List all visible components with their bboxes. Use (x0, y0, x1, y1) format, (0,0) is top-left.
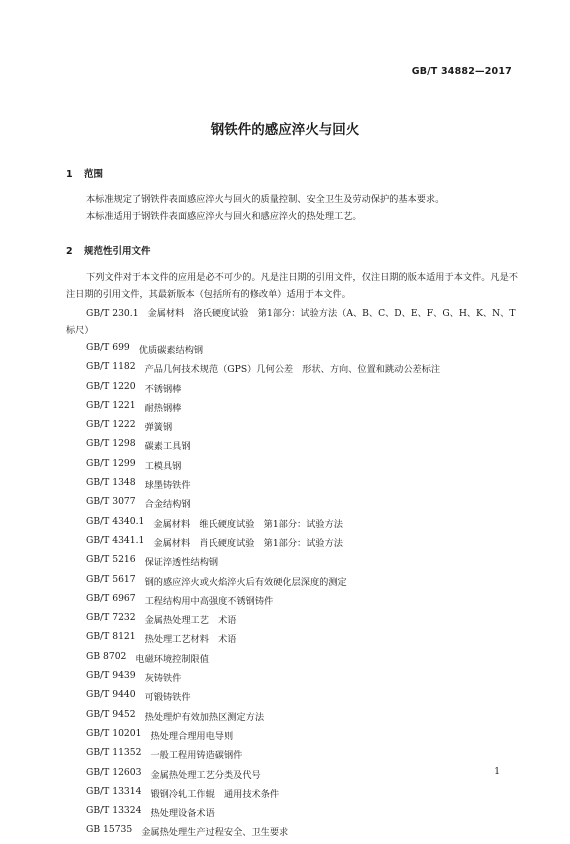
reference-title: 弹簧钢 (144, 422, 173, 434)
reference-code: GB 8702 (86, 650, 127, 662)
reference-code: GB/T 5216 (86, 554, 136, 566)
reference-code: GB/T 13314 (86, 785, 142, 797)
reference-code: GB/T 1221 (86, 399, 136, 411)
document-title: 钢铁件的感应淬火与回火 (210, 122, 360, 138)
reference-item (66, 747, 518, 766)
reference-title: 优质碳素结构钢 (138, 345, 204, 356)
reference-code: GB/T 8121 (86, 631, 136, 643)
reference-item (66, 438, 518, 457)
reference-title: 金属热处理工艺 术语 (144, 615, 237, 627)
reference-item (66, 381, 518, 400)
reference-item (66, 593, 518, 612)
scope-paragraph-1: 本标准规定了钢铁件表面感应淬火与回火的质量控制、安全卫生及劳动保护的基本要求。 (86, 194, 445, 205)
reference-item (66, 516, 518, 535)
reference-item (66, 767, 518, 786)
section-heading-normative-references (66, 243, 151, 257)
reference-code: GB 15735 (86, 824, 133, 836)
reference-item (66, 342, 518, 361)
reference-item (66, 574, 518, 593)
reference-title: 金属材料 洛氏硬度试验 第1部分：试验方法（A、B、C、D、E、F、G、H、K、N、T标尺） (66, 308, 516, 336)
reference-title: 工模具钢 (144, 460, 182, 472)
reference-item (66, 612, 518, 631)
reference-title: 热处理合理用电导则 (150, 730, 234, 742)
reference-code: GB/T 6967 (86, 592, 136, 604)
reference-item (66, 400, 518, 419)
reference-item (66, 651, 518, 670)
reference-title: 热处理工艺材料 术语 (144, 634, 237, 646)
reference-item (66, 670, 518, 689)
reference-title: 产品几何技术规范（GPS）几何公差 形状、方向、位置和跳动公差标注 (144, 364, 441, 376)
reference-code: GB/T 1222 (86, 419, 136, 431)
reference-item (66, 728, 518, 747)
reference-code: GB/T 1299 (86, 457, 136, 469)
reference-title: 金属热处理生产过程安全、卫生要求 (141, 827, 289, 839)
reference-item (66, 709, 518, 728)
reference-item (66, 458, 518, 477)
reference-title: 合金结构钢 (144, 499, 191, 511)
page-number: 1 (494, 767, 500, 777)
reference-title: 锻钢冷轧工作辊 通用技术条件 (150, 788, 280, 800)
reference-code: GB/T 9439 (86, 670, 136, 682)
reference-title: 热处理炉有效加热区测定方法 (144, 711, 265, 723)
reference-item (66, 477, 518, 496)
reference-title: 电磁环境控制限值 (135, 653, 209, 665)
reference-title: 保证淬透性结构钢 (144, 557, 219, 569)
reference-item (66, 689, 518, 708)
reference-item (66, 786, 518, 805)
reference-item (66, 361, 518, 380)
reference-code: GB/T 3077 (86, 496, 136, 508)
reference-title: 一般工程用铸造碳钢件 (150, 750, 243, 762)
reference-title: 灰铸铁件 (144, 673, 182, 685)
reference-item (66, 419, 518, 438)
section-number: 1 (66, 169, 73, 180)
reference-title: 碳素工具钢 (144, 441, 191, 453)
reference-item (66, 631, 518, 650)
reference-item (66, 496, 518, 515)
reference-code: GB/T 12603 (86, 766, 142, 778)
reference-code: GB/T 1220 (86, 380, 136, 392)
reference-code: GB/T 11352 (86, 747, 142, 759)
reference-title: 不锈钢棒 (144, 383, 182, 395)
reference-code: GB/T 7232 (86, 612, 136, 624)
reference-item (66, 824, 518, 843)
section-heading-scope (66, 166, 103, 180)
reference-code: GB/T 9452 (86, 708, 136, 720)
reference-title: 可锻铸铁件 (144, 692, 191, 704)
reference-title: 金属热处理工艺分类及代号 (150, 769, 261, 781)
reference-title: 钢的感应淬火或火焰淬火后有效硬化层深度的测定 (144, 576, 347, 588)
reference-item (66, 805, 518, 824)
reference-code: GB/T 9440 (86, 689, 136, 701)
reference-code: GB/T 1298 (86, 438, 136, 450)
reference-title: 球墨铸铁件 (144, 480, 191, 492)
reference-code: GB/T 4341.1 (86, 534, 145, 546)
reference-item (66, 554, 518, 573)
reference-code: GB/T 1182 (86, 361, 136, 373)
reference-item (66, 535, 518, 554)
reference-title: 工程结构用中高强度不锈钢铸件 (144, 595, 274, 607)
reference-code: GB/T 5617 (86, 573, 136, 585)
reference-title: 金属材料 维氏硬度试验 第1部分：试验方法 (153, 518, 343, 530)
reference-title: 金属材料 肖氏硬度试验 第1部分：试验方法 (153, 537, 343, 549)
section-title: 规范性引用文件 (84, 246, 151, 257)
reference-code: GB/T 230.1 (86, 308, 139, 319)
scope-paragraph-2: 本标准适用于钢铁件表面感应淬火与回火和感应淬火的热处理工艺。 (86, 211, 362, 222)
reference-code: GB/T 1348 (86, 477, 136, 489)
reference-item (66, 305, 518, 342)
reference-list (66, 305, 518, 844)
reference-code: GB/T 13324 (86, 805, 142, 817)
references-intro-paragraph: 下列文件对于本文件的应用是必不可少的。凡是注日期的引用文件，仅注日期的版本适用于本文件。凡是不注日期的引用文件，其最新版本（包括所有的修改单）适用于本文件。 (66, 272, 518, 300)
reference-title: 耐热钢棒 (144, 402, 182, 414)
section-number: 2 (66, 246, 73, 257)
reference-code: GB/T 4340.1 (86, 515, 145, 527)
standard-number: GB/T 34882—2017 (411, 66, 512, 77)
reference-code: GB/T 10201 (86, 727, 142, 739)
reference-title: 热处理设备术语 (150, 808, 215, 820)
reference-code: GB/T 699 (86, 342, 130, 353)
section-title: 范围 (84, 169, 104, 180)
